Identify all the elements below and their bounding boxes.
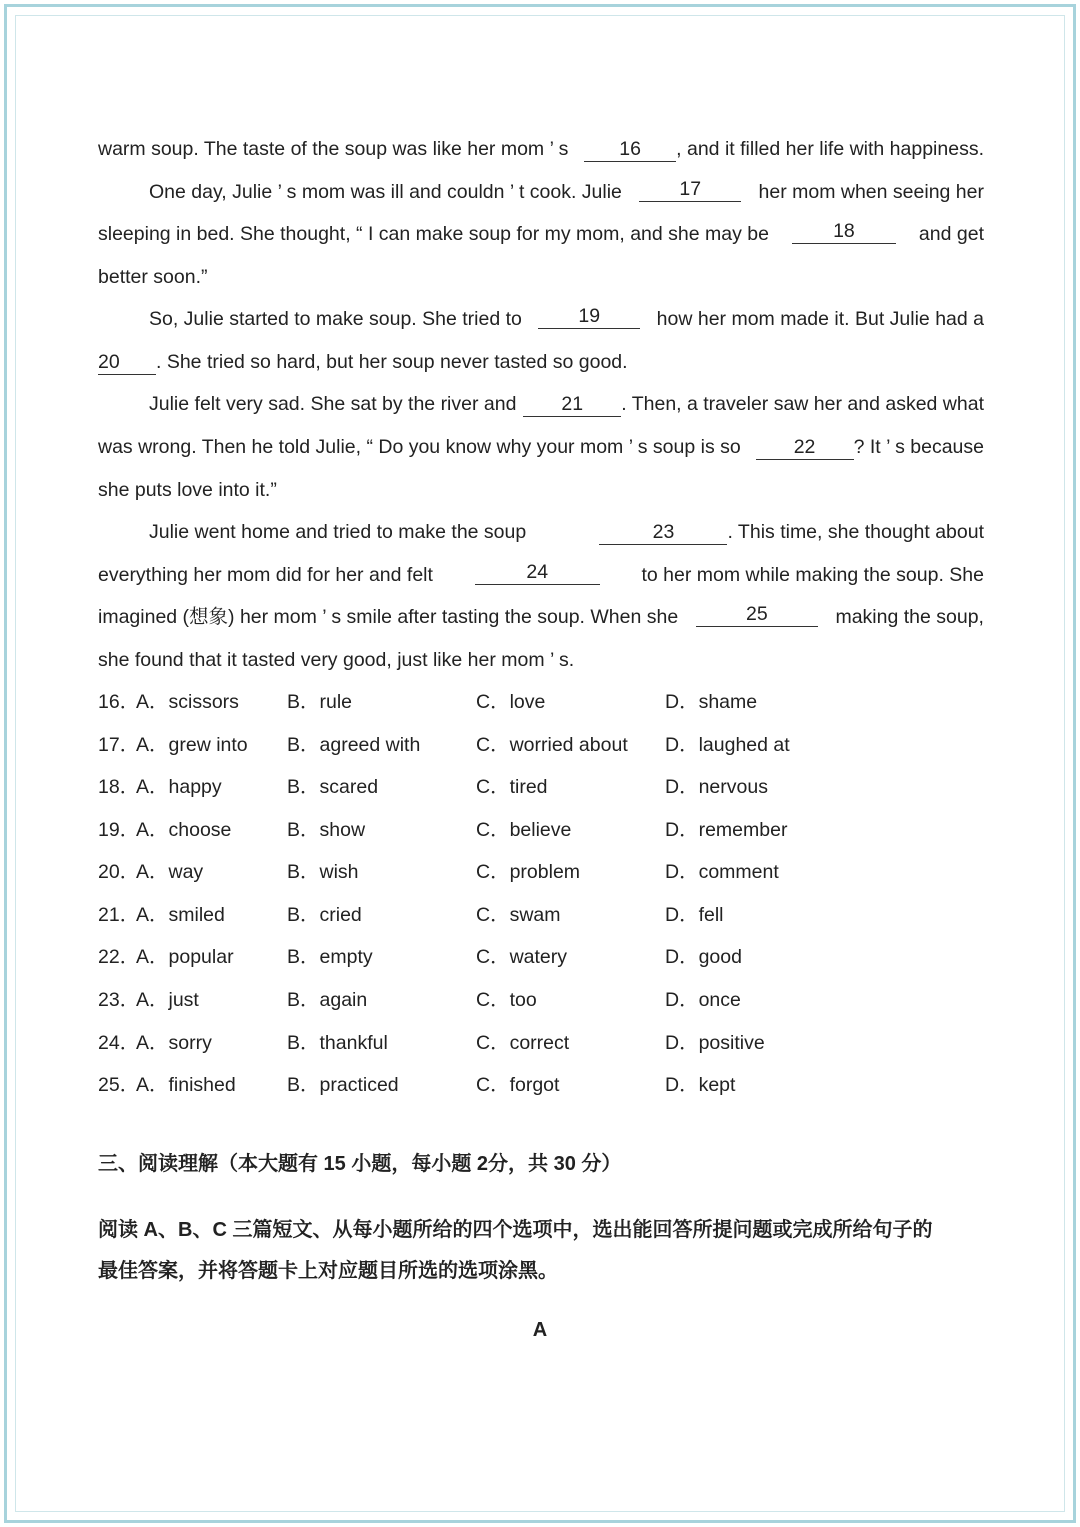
option-c[interactable]: C．forgot: [476, 1074, 560, 1096]
question-number: 23．: [98, 989, 140, 1011]
passage-line-5: [98, 304, 984, 334]
option-d[interactable]: D．shame: [665, 691, 758, 713]
blank-20[interactable]: 20: [98, 350, 156, 375]
blank-22[interactable]: 22: [756, 435, 854, 460]
option-b[interactable]: B．empty: [287, 946, 373, 968]
question-number: 22．: [98, 946, 140, 968]
option-c[interactable]: C．believe: [476, 819, 572, 841]
option-c[interactable]: C．watery: [476, 946, 568, 968]
passage-line-8: [98, 432, 984, 462]
text: . She tried so hard, but her soup never tasted so good.: [156, 351, 628, 373]
option-c[interactable]: C．problem: [476, 861, 581, 883]
text: One day, Julie ’ s mom was ill and couldn ’ t cook. Julie: [149, 181, 622, 203]
text: better soon.”: [98, 266, 208, 288]
passage-line-13: [98, 645, 984, 675]
option-a[interactable]: A．grew into: [136, 734, 248, 756]
passage-line-7: [98, 389, 984, 419]
option-d[interactable]: D．comment: [665, 861, 779, 883]
option-c[interactable]: C．correct: [476, 1032, 570, 1054]
option-a[interactable]: A．sorry: [136, 1032, 212, 1054]
passage-line-12: [98, 602, 984, 632]
text: she puts love into it.”: [98, 479, 277, 501]
option-a[interactable]: A．way: [136, 861, 204, 883]
text: how her mom made it. But Julie had a: [656, 308, 984, 330]
section-title: 三、阅读理解（本大题有 15 小题，每小题 2分，共 30 分）: [98, 1153, 622, 1175]
option-c[interactable]: C．too: [476, 989, 537, 1011]
option-b[interactable]: B．scared: [287, 776, 379, 798]
passage-line-4: [98, 262, 984, 292]
text: everything her mom did for her and felt: [98, 564, 433, 586]
option-d[interactable]: D．fell: [665, 904, 724, 926]
question-number: 20．: [98, 861, 140, 883]
text: and get: [918, 223, 984, 245]
option-a[interactable]: A．finished: [136, 1074, 236, 1096]
text: , and it filled her life with happiness.: [676, 138, 984, 160]
text: Julie felt very sad. She sat by the river and: [149, 393, 517, 415]
option-c[interactable]: C．worried about: [476, 734, 628, 756]
text: she found that it tasted very good, just like her mom ’ s.: [98, 649, 575, 671]
blank-23[interactable]: 23: [599, 520, 727, 545]
question-number: 17．: [98, 734, 140, 756]
question-number: 25．: [98, 1074, 140, 1096]
section-instructions-line-1: 阅读 A、B、C 三篇短文、从每小题所给的四个选项中，选出能回答所提问题或完成所给句子的: [98, 1219, 933, 1241]
option-b[interactable]: B．practiced: [287, 1074, 399, 1096]
option-a[interactable]: A．happy: [136, 776, 222, 798]
option-d[interactable]: D．nervous: [665, 776, 768, 798]
passage-line-9: [98, 475, 984, 505]
blank-24[interactable]: 24: [475, 560, 600, 585]
question-number: 18．: [98, 776, 140, 798]
option-d[interactable]: D．kept: [665, 1074, 736, 1096]
passage-line-2: [98, 177, 984, 207]
option-d[interactable]: D．laughed at: [665, 734, 790, 756]
blank-19[interactable]: 19: [538, 304, 640, 329]
text: making the soup,: [835, 606, 984, 628]
blank-17[interactable]: 17: [639, 177, 741, 202]
passage-line-10: [98, 517, 984, 547]
text: . This time, she thought about: [727, 521, 984, 543]
blank-18[interactable]: 18: [792, 219, 896, 244]
option-c[interactable]: C．swam: [476, 904, 561, 926]
option-a[interactable]: A．popular: [136, 946, 234, 968]
text: ? It ’ s because: [853, 436, 984, 458]
passage-line-1: [98, 134, 984, 164]
text: imagined (想象) her mom ’ s smile after tasting the soup. When she: [98, 606, 679, 628]
option-b[interactable]: B．rule: [287, 691, 353, 713]
option-d[interactable]: D．once: [665, 989, 741, 1011]
option-d[interactable]: D．remember: [665, 819, 788, 841]
option-a[interactable]: A．smiled: [136, 904, 225, 926]
passage-label: A: [532, 1319, 548, 1341]
option-b[interactable]: B．show: [287, 819, 366, 841]
question-number: 16．: [98, 691, 140, 713]
option-a[interactable]: A．just: [136, 989, 199, 1011]
text: was wrong. Then he told Julie, “ Do you know why your mom ’ s soup is so: [98, 436, 741, 458]
text: Julie went home and tried to make the soup: [149, 521, 527, 543]
text: to her mom while making the soup. She: [641, 564, 984, 586]
text: So, Julie started to make soup. She tried to: [149, 308, 522, 330]
passage-line-11: [98, 560, 984, 590]
text: her mom when seeing her: [758, 181, 984, 203]
question-number: 19．: [98, 819, 140, 841]
option-b[interactable]: B．cried: [287, 904, 362, 926]
option-c[interactable]: C．tired: [476, 776, 548, 798]
option-a[interactable]: A．choose: [136, 819, 232, 841]
text: warm soup. The taste of the soup was like her mom ’ s: [98, 138, 569, 160]
text: . Then, a traveler saw her and asked what: [621, 393, 984, 415]
blank-25[interactable]: 25: [696, 602, 818, 627]
question-number: 21．: [98, 904, 140, 926]
section-instructions-line-2: 最佳答案，并将答题卡上对应题目所选的选项涂黑。: [98, 1260, 558, 1282]
blank-21[interactable]: 21: [523, 392, 621, 417]
option-d[interactable]: D．positive: [665, 1032, 765, 1054]
blank-16[interactable]: 16: [584, 137, 676, 162]
option-c[interactable]: C．love: [476, 691, 546, 713]
question-number: 24．: [98, 1032, 140, 1054]
option-a[interactable]: A．scissors: [136, 691, 239, 713]
option-b[interactable]: B．wish: [287, 861, 359, 883]
text: sleeping in bed. She thought, “ I can make soup for my mom, and she may be: [98, 223, 769, 245]
option-b[interactable]: B．agreed with: [287, 734, 421, 756]
option-b[interactable]: B．again: [287, 989, 368, 1011]
option-b[interactable]: B．thankful: [287, 1032, 388, 1054]
passage-line-6: [98, 347, 984, 377]
option-d[interactable]: D．good: [665, 946, 742, 968]
passage-line-3: [98, 219, 984, 249]
